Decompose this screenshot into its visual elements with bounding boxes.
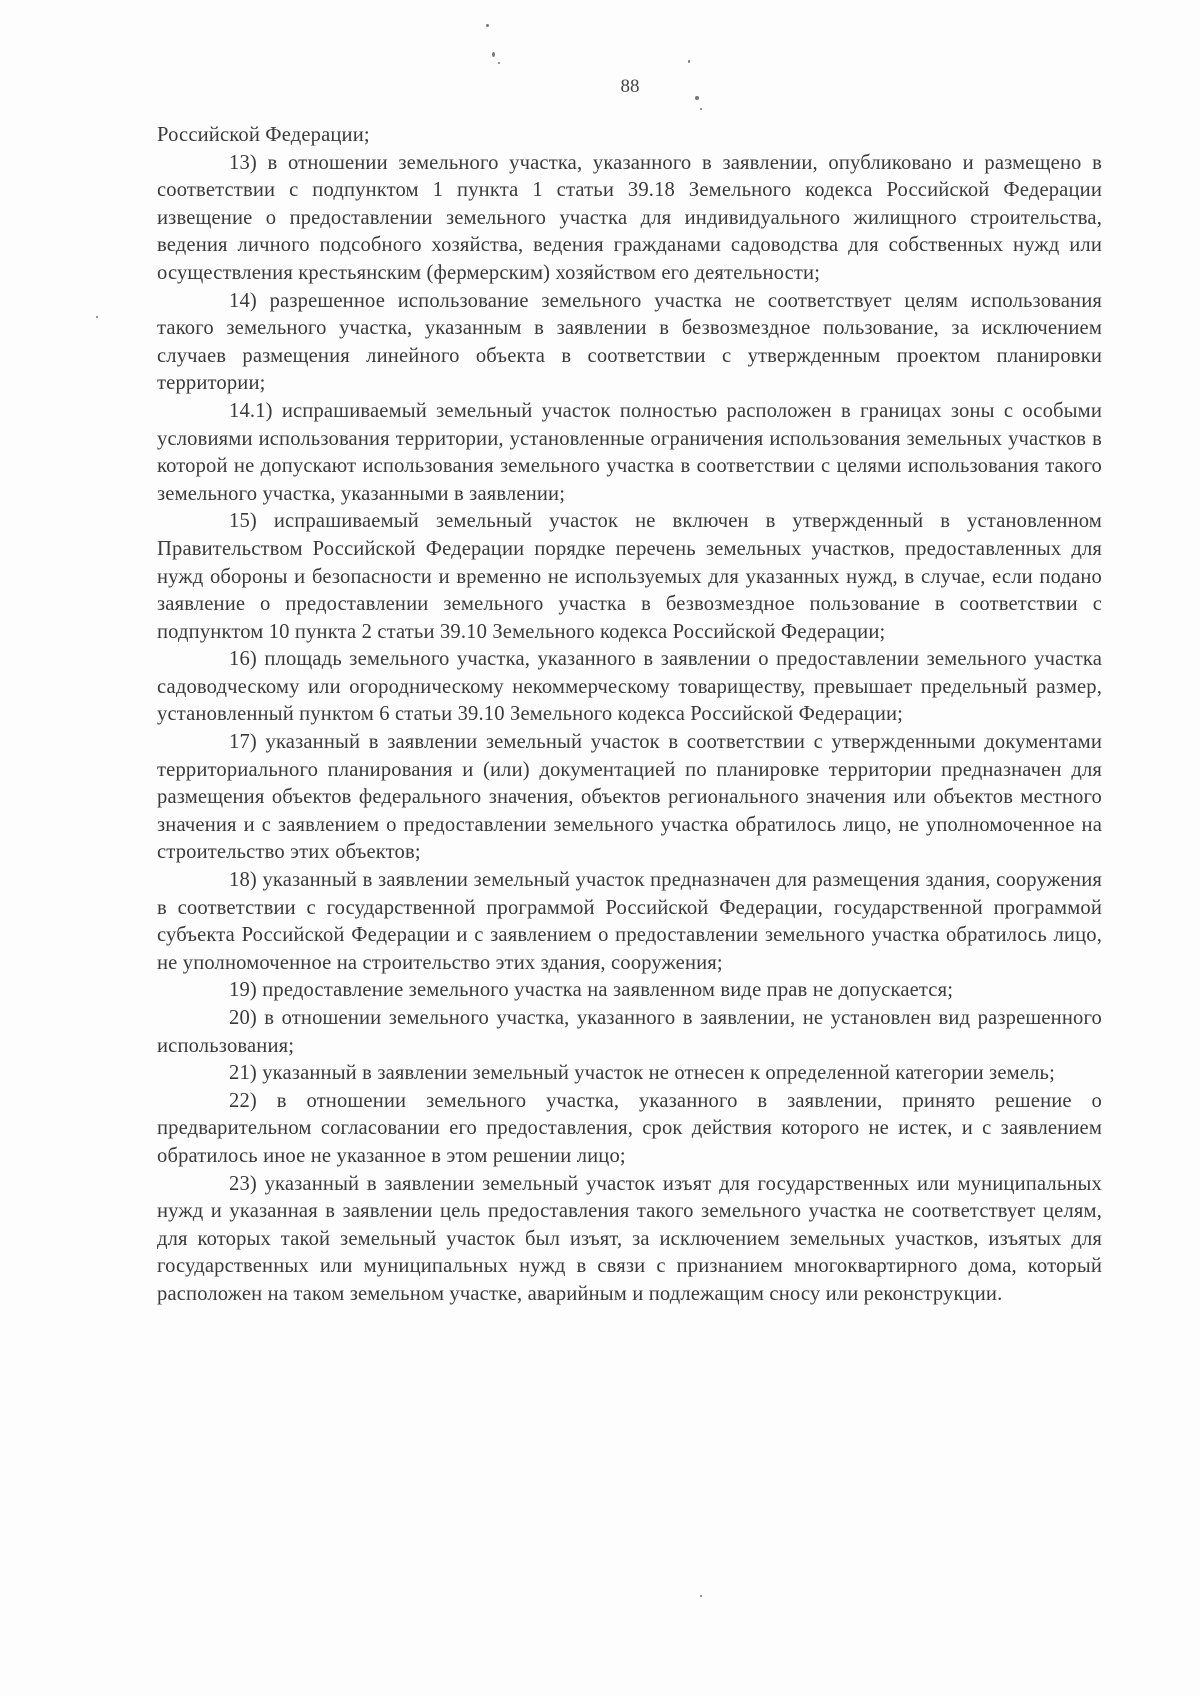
scan-speck — [96, 316, 98, 318]
paragraph: 19) предоставление земельного участка на заявленном виде прав не допускается; — [229, 979, 954, 1002]
paragraph: 22) в отношении земельного участка, указанного в заявлении, принято решение о предварительном согласовании его предоставления, срок действия которого не истек, и с заявлением обратилось иное не указанное в этом решении лицо; — [157, 1089, 1102, 1167]
scan-speck — [486, 24, 489, 27]
paragraph: 14) разрешенное использование земельного участка не соответствует целям использования такого земельного участка, указанным в заявлении в безвозмездное пользование, за исключением случаев размещения линейного объекта в соответствии с утвержденным проектом планировки территории; — [157, 289, 1102, 395]
document-body — [157, 122, 1102, 1309]
paragraph: 17) указанный в заявлении земельный участок в соответствии с утвержденными документами территориального планирования и (или) документацией по планировке территории предназначен для размещения объектов федерального значения, объектов регионального значения или объектов местного значения и с заявлением о предоставлении земельного участка обратилось лицо, не уполномоченное на строительство этих объектов; — [157, 731, 1102, 864]
paragraph: 16) площадь земельного участка, указанного в заявлении о предоставлении земельного участка садоводческому или огородническому некоммерческому товариществу, превышает предельный размер, установленный пунктом 6 статьи 39.10 Земельного кодекса Российской Федерации; — [157, 648, 1102, 726]
scan-speck — [695, 96, 699, 100]
scan-speck — [688, 60, 690, 63]
scan-speck — [700, 1595, 702, 1597]
scan-speck — [498, 62, 500, 64]
scan-speck — [492, 52, 495, 57]
scan-speck — [700, 108, 702, 110]
paragraph: 15) испрашиваемый земельный участок не включен в утвержденный в установленном Правительством Российской Федерации порядке перечень земельных участков, предоставленных для нужд обороны и безопасности и временно не используемых для указанных нужд, в случае, если подано заявление о предоставлении земельного участка в безвозмездное пользование в соответствии с подпунктом 10 пункта 2 статьи 39.10 Земельного кодекса Российской Федерации; — [157, 510, 1102, 643]
paragraph: Российской Федерации; — [157, 124, 370, 146]
page-number: 88 — [620, 76, 640, 97]
paragraph: 14.1) испрашиваемый земельный участок полностью расположен в границах зоны с особыми условиями использования территории, установленные ограничения использования земельных участков в которой не допускают использования земельного участка в соответствии с целями использования такого земельного участка, указанными в заявлении; — [157, 399, 1102, 505]
paragraph: 13) в отношении земельного участка, указанного в заявлении, опубликовано и размещено в соответствии с подпунктом 1 пункта 1 статьи 39.18 Земельного кодекса Российской Федерации извещение о предоставлении земельного участка для индивидуального жилищного строительства, ведения личного подсобного хозяйства, ведения гражданами садоводства для собственных нужд или осуществления крестьянским (фермерским) хозяйством его деятельности; — [157, 151, 1102, 284]
paragraph: 23) указанный в заявлении земельный участок изъят для государственных или муниципальных нужд и указанная в заявлении цель предоставления такого земельного участка не соответствует целям, для которых такой земельный участок был изъят, за исключением земельных участков, изъятых для государственных или муниципальных нужд в связи с признанием многоквартирного дома, который расположен на таком земельном участке, аварийным и подлежащим сносу или реконструкции. — [157, 1172, 1102, 1305]
paragraph: 18) указанный в заявлении земельный участок предназначен для размещения здания, сооружения в соответствии с государственной программой Российской Федерации, государственной программой субъекта Российской Федерации и с заявлением о предоставлении земельного участка обратилось лицо, не уполномоченное на строительство этих здания, сооружения; — [157, 869, 1102, 974]
paragraph: 20) в отношении земельного участка, указанного в заявлении, не установлен вид разрешенного использования; — [157, 1007, 1102, 1057]
paragraph: 21) указанный в заявлении земельный участок не отнесен к определенной категории земель; — [229, 1062, 1055, 1085]
